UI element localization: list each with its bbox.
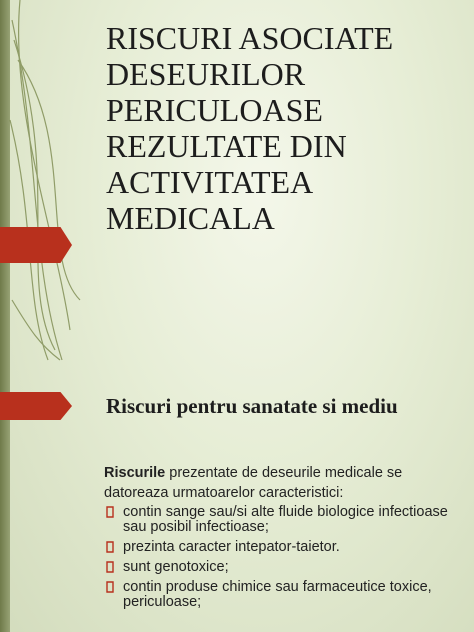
intro-bold: Riscurile [104,465,166,481]
title-line: REZULTATE DIN [106,128,347,164]
slide-subtitle: Riscuri pentru sanatate si mediu [106,394,398,418]
accent-arrow-top [0,227,72,263]
red-outlined-bullet-icon [106,506,115,518]
title-line: ACTIVITATEA [106,164,314,200]
list-item [104,580,464,610]
red-outlined-bullet-icon [106,541,115,553]
list-item-text: prezinta caracter intepator-taietor. [123,539,340,555]
list-item [104,505,464,535]
risk-list [104,505,464,610]
title-line: DESEURILOR [106,56,306,92]
slide-title [106,20,466,236]
list-item-text: sunt genotoxice; [123,559,229,575]
list-item-text: contin sange sau/si alte fluide biologice infectioase sau posibil infectioase; [123,504,448,535]
title-line: RISCURI ASOCIATE [106,20,394,56]
intro-text: prezentate de deseurile medicale se datoreaza urmatoarelor caracteristici: [104,465,403,501]
list-item [104,540,464,555]
slide-body [104,463,464,615]
red-outlined-bullet-icon [106,561,115,573]
decorative-grass-lines [0,0,120,632]
red-outlined-bullet-icon [106,581,115,593]
title-line: PERICULOASE [106,92,323,128]
list-item [104,560,464,575]
title-line: MEDICALA [106,200,275,236]
list-item-text: contin produse chimice sau farmaceutice toxice, periculoase; [123,579,432,610]
intro-paragraph [104,463,464,503]
accent-arrow-bottom [0,392,72,420]
